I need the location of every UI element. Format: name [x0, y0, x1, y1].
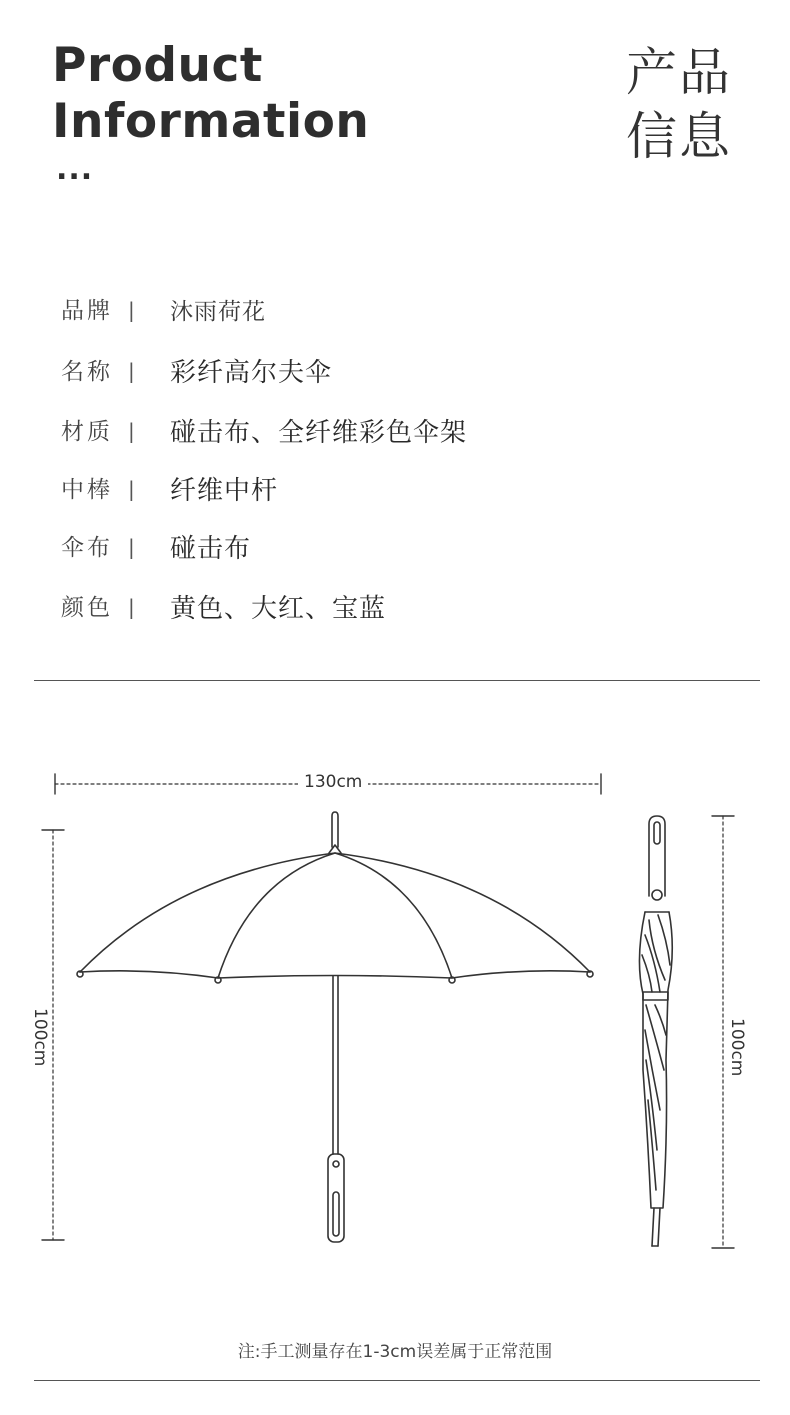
title-ellipsis: ... — [56, 152, 94, 187]
spec-value: 黄色、大红、宝蓝 — [170, 594, 387, 624]
title-line-information: Information — [52, 94, 370, 149]
closed-umbrella-illustration — [639, 816, 672, 1246]
spec-separator: | — [128, 477, 135, 501]
measurement-note: 注:手工测量存在1-3cm误差属于正常范围 — [237, 1342, 553, 1362]
spec-value: 碰击布 — [170, 534, 252, 564]
open-umbrella-illustration — [77, 812, 593, 1242]
spec-label: 伞布 — [61, 535, 113, 561]
divider-bottom — [34, 1380, 760, 1381]
closed-height-dimension-label: 100cm — [727, 1018, 747, 1077]
spec-separator: | — [128, 419, 135, 443]
spec-label: 名称 — [61, 359, 113, 385]
open-height-dimension-label: 100cm — [30, 1008, 50, 1067]
title-cn-line1: 产品 — [625, 44, 732, 103]
spec-separator: | — [128, 535, 135, 559]
spec-value: 纤维中杆 — [170, 476, 279, 506]
spec-label: 颜色 — [61, 595, 113, 621]
spec-value: 碰击布、全纤维彩色伞架 — [170, 418, 468, 448]
width-dimension-label: 130cm — [298, 771, 368, 793]
spec-label: 材质 — [61, 419, 113, 445]
title-line-product: Product — [52, 38, 263, 93]
spec-separator: | — [128, 595, 135, 619]
spec-separator: | — [128, 298, 135, 322]
spec-value: 彩纤高尔夫伞 — [170, 358, 333, 388]
spec-label: 中棒 — [61, 477, 113, 503]
spec-separator: | — [128, 359, 135, 383]
title-cn-line2: 信息 — [625, 108, 732, 167]
spec-value: 沐雨荷花 — [170, 299, 266, 325]
spec-label: 品牌 — [61, 298, 113, 324]
